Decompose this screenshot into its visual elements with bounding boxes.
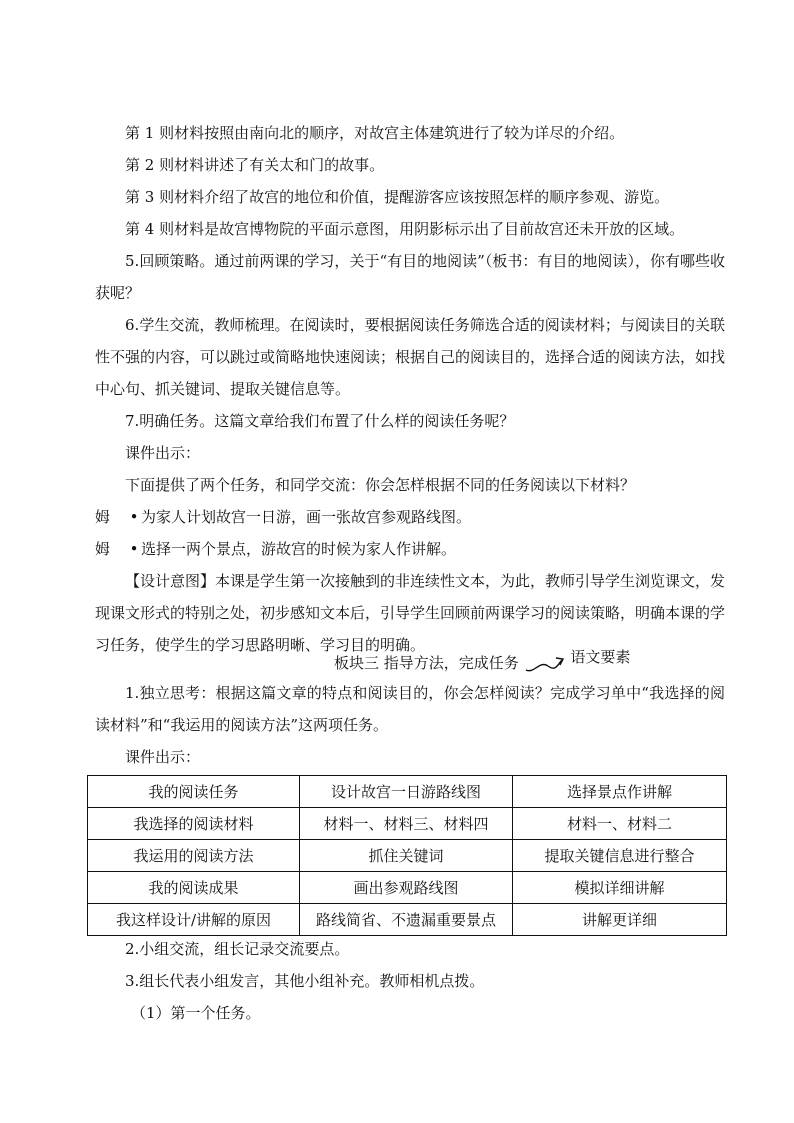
- paragraph-material-3: 第 3 则材料介绍了故宫的地位和价值，提醒游客应该按照怎样的顺序参观、游览。: [125, 188, 670, 206]
- table-cell: 讲解更详细: [513, 904, 727, 936]
- table-cell: 提取关键信息进行整合: [513, 840, 727, 872]
- table-cell: 选择景点作讲解: [513, 776, 727, 808]
- section-heading: [334, 648, 631, 675]
- paragraph-group-exchange: 2.小组交流，组长记录交流要点。: [125, 940, 350, 958]
- paragraph-design-intent: 【设计意图】本课是学生第一次接触到的非连续性文本，为此，教师引导学生浏览课文，发现课文形式的特别之处，初步感知文本后，引导学生回顾前两课学习的阅读策略，明确本课的学习任务，使学生的学习思路明晰、学习目的明确。: [95, 572, 726, 654]
- bullet-glyph: 姆: [95, 540, 111, 558]
- bullet-dot: •: [129, 540, 139, 558]
- bullet-item: [95, 501, 471, 533]
- table-cell: 我运用的阅读方法: [88, 840, 300, 872]
- table-row: [88, 808, 727, 840]
- table-cell: 我的阅读成果: [88, 872, 300, 904]
- table-cell: 材料一、材料三、材料四: [300, 808, 513, 840]
- table-row: [88, 840, 727, 872]
- table-cell: 材料一、材料二: [513, 808, 727, 840]
- paragraph-review-strategy: 5.回顾策略。通过前两课的学习，关于“有目的地阅读”（板书：有目的地阅读），你有哪些收获呢？: [95, 252, 725, 302]
- paragraph-courseware-1: 课件出示：: [125, 444, 201, 462]
- section-tag: 语文要素: [570, 648, 631, 666]
- paragraph-student-exchange: 6.学生交流，教师梳理。在阅读时，要根据阅读任务筛选合适的阅读材料；与阅读目的关联性不强的内容，可以跳过或简略地快速阅读；根据自己的阅读目的，选择合适的阅读方法，如找中心句、抓关键词、提取关键信息等。: [95, 316, 726, 398]
- table-cell: 我的阅读任务: [88, 776, 300, 808]
- table-cell: 我这样设计/讲解的原因: [88, 904, 300, 936]
- section-title: 板块三 指导方法，完成任务: [334, 654, 519, 672]
- paragraph-two-tasks: 下面提供了两个任务，和同学交流：你会怎样根据不同的任务阅读以下材料？: [125, 476, 636, 494]
- table-row: [88, 872, 727, 904]
- paragraph-first-task: （1）第一个任务。: [131, 1004, 261, 1022]
- reading-task-table: [87, 775, 727, 936]
- bullet-glyph: 姆: [95, 508, 111, 526]
- paragraph-group-report: 3.组长代表小组发言，其他小组补充。教师相机点拨。: [125, 972, 485, 990]
- paragraph-courseware-2: 课件出示：: [125, 748, 201, 766]
- bullet-text: 为家人计划故宫一日游，画一张故宫参观路线图。: [141, 508, 472, 526]
- bullet-dot: •: [129, 508, 139, 526]
- paragraph-material-2: 第 2 则材料讲述了有关太和门的故事。: [125, 156, 385, 174]
- bullet-text: 选择一两个景点，游故宫的时候为家人作讲解。: [141, 540, 457, 558]
- table-cell: 设计故宫一日游路线图: [300, 776, 513, 808]
- table-row: [88, 776, 727, 808]
- paragraph-material-4: 第 4 则材料是故宫博物院的平面示意图，用阴影标示出了目前故宫还未开放的区域。: [125, 220, 685, 238]
- table-row: [88, 904, 727, 936]
- bullet-item: [95, 533, 456, 565]
- table-cell: 模拟详细讲解: [513, 872, 727, 904]
- table-cell: 我选择的阅读材料: [88, 808, 300, 840]
- curved-arrow-icon: [524, 654, 566, 674]
- paragraph-material-1: 第 1 则材料按照由南向北的顺序，对故宫主体建筑进行了较为详尽的介绍。: [125, 124, 625, 142]
- table-cell: 抓住关键词: [300, 840, 513, 872]
- table-cell: 画出参观路线图: [300, 872, 513, 904]
- table-cell: 路线简省、不遗漏重要景点: [300, 904, 513, 936]
- paragraph-clarify-task: 7.明确任务。这篇文章给我们布置了什么样的阅读任务呢？: [125, 412, 515, 430]
- paragraph-independent-thinking: 1.独立思考：根据这篇文章的特点和阅读目的，你会怎样阅读？完成学习单中“我选择的阅读材料”和“我运用的阅读方法”这两项任务。: [95, 684, 725, 734]
